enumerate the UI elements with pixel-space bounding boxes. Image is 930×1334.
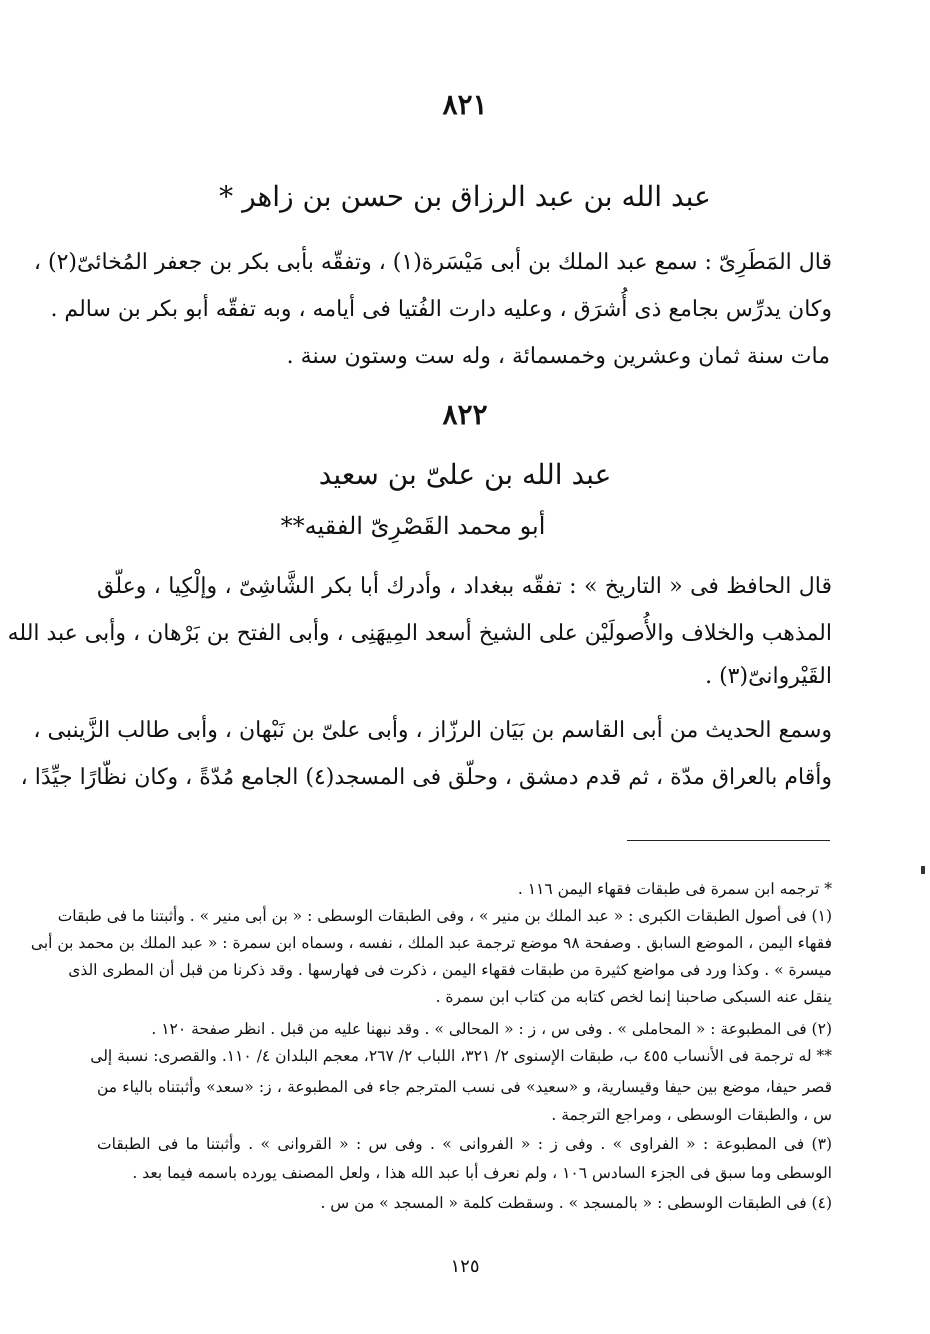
entry-821-line-3: مات سنة ثمان وعشرين وخمسمائة ، وله ست وستون سنة . (286, 344, 830, 369)
footnote-line-9: س ، والطبقات الوسطى ، ومراجع الترجمة . (551, 1106, 832, 1124)
entry-822-p1-line-1: قال الحافظ فى « التاريخ » : تفقّه ببغداد ، وأدرك أبا بكر الشَّاشِىّ ، وإلْكِيا ، وعلّق (97, 574, 832, 599)
footnote-line-11: الوسطى وما سبق فى الجزء السادس ١٠٦ ، ولم نعرف أبا عبد الله هذا ، ولعل المصنف يورده باسمه فيما بعد . (132, 1164, 832, 1182)
entry-822-p2-line-1: وسمع الحديث من أبى القاسم بن بَيَان الرزّاز ، وأبى علىّ بن نَبْهان ، وأبى طالب الزَّينبى ، (33, 718, 832, 743)
footnote-line-2: (١) فى أصول الطبقات الكبرى : « عبد الملك بن منير » ، وفى الطبقات الوسطى : « بن أبى منير » . وأثبتنا ما فى طبقات (57, 907, 832, 925)
entry-822-p1-line-2: المذهب والخلاف والأُصولَيْن على الشيخ أسعد المِيهَنِى ، وأبى الفتح بن بَرْهان ، وأبى عبد الله (7, 621, 832, 646)
footnote-line-5: ينقل عنه السبكى صاحبنا إنما لخص كتابه من كتاب ابن سمرة . (435, 988, 832, 1006)
footnote-line-7: ** له ترجمة فى الأنساب ٤٥٥ ب، طبقات الإسنوى ٢/ ٣٢١، اللباب ٢/ ٢٦٧، معجم البلدان ٤/ ١١٠. والقصرى: نسبة إلى (90, 1047, 832, 1065)
entry-title-821: عبد الله بن عبد الرزاق بن حسن بن زاهر * (219, 180, 711, 213)
entry-title-822: عبد الله بن علىّ بن سعيد (318, 458, 612, 491)
footnote-line-12: (٤) فى الطبقات الوسطى : « بالمسجد » . وسقطت كلمة « المسجد » من س . (320, 1194, 832, 1212)
margin-mark (921, 866, 925, 874)
page-number: ١٢٥ (450, 1256, 480, 1277)
footnote-line-6: (٢) فى المطبوعة : « المحاملى » . وفى س ، ز : « المحالى » . وقد نبهنا عليه من قبل . انظر صفحة ١٢٠ . (151, 1020, 832, 1038)
entry-821-line-2: وكان يدرِّس بجامع ذى أُشرَق ، وعليه دارت الفُتيا فى أيامه ، وبه تفقّه أبو بكر بن سالم . (50, 297, 832, 322)
footnote-separator (627, 840, 830, 841)
footnote-line-4: ميسرة » . وكذا ورد فى مواضع كثيرة من طبقات فقهاء اليمن ، ذكرت فى فهارسها . وقد ذكرنا من قبل أن المطرى الذى (68, 961, 832, 979)
footnote-line-10: (٣) فى المطبوعة : « الفراوى » . وفى ز : « الفروانى » . وفى س : « القروانى » . وأثبتنا ما فى الطبقات (97, 1135, 832, 1153)
entry-number-821: ٨٢١ (442, 88, 488, 121)
footnote-line-3: فقهاء اليمن ، الموضع السابق . وصفحة ٩٨ موضع ترجمة عبد الملك ، نفسه ، وسماه ابن سمرة : « عبد الملك بن محمد بن أبى (30, 934, 832, 952)
entry-822-p1-line-3: القَيْروانىّ(٣) . (705, 664, 832, 689)
footnote-line-1: * ترجمه ابن سمرة فى طبقات فقهاء اليمن ١١٦ . (517, 880, 832, 898)
footnote-line-8: قصر حيفا، موضع بين حيفا وقيسارية، و «سعيد» فى نسب المترجم جاء فى المطبوعة ، ز: «سعد» وأثبتناه بالياء من (97, 1078, 832, 1096)
entry-number-822: ٨٢٢ (442, 398, 488, 431)
entry-822-p2-line-2: وأقام بالعراق مدّة ، ثم قدم دمشق ، وحلّق فى المسجد(٤) الجامع مُدّةً ، وكان نظّارًا جيِّدًا ، (20, 765, 832, 790)
entry-subtitle-822: أبو محمد القَصْرِىّ الفقيه** (280, 512, 546, 540)
entry-821-line-1: قال المَطَرِىّ : سمع عبد الملك بن أبى مَيْسَرة(١) ، وتفقّه بأبى بكر بن جعفر المُخائىّ(٢) ، (33, 250, 832, 275)
